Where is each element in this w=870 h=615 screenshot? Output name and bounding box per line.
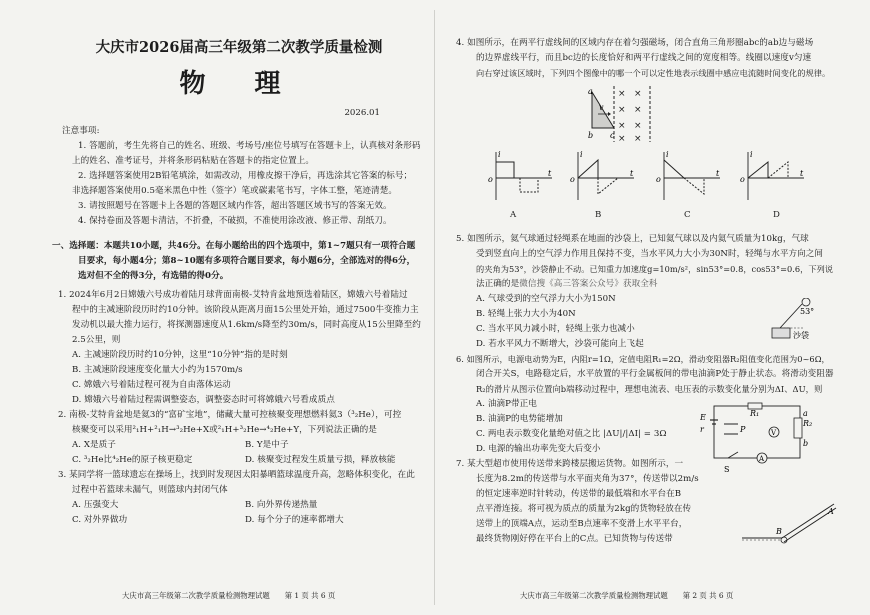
watermark-text: 微信搜《高三答案公众号》获取全科 — [519, 279, 658, 289]
exam-date: 2026.01 — [344, 108, 380, 118]
q3-option-c: C. 对外界做功 — [72, 515, 128, 525]
ammeter-label: A — [759, 455, 765, 463]
q3-stem: 3. 某同学将一篮球遗忘在操场上，找到时发现因太阳暴晒篮球温度升高，忽略体积变化，在此 — [58, 470, 415, 480]
page-1 — [0, 0, 432, 615]
q7-stem: 点平滑连接。将可视为质点的质量为2kg的货物轻放在传 — [476, 504, 692, 514]
q2-option-b: B. Y是中子 — [245, 440, 289, 450]
q5-option-c: C. 当水平风力减小时，轻绳上张力也减小 — [476, 324, 635, 334]
switch-label: S — [724, 465, 730, 474]
q1-option-c: C. 嫦娥六号着陆过程可视为自由落体运动 — [72, 380, 231, 390]
page-footer: 大庆市高三年级第二次教学质量检测物理试题 第 1 页 共 6 页 — [122, 591, 336, 600]
note-line: 2. 选择题答案使用2B铅笔填涂，如需改动，用橡皮擦干净后，再选涂其它答案的标号； — [78, 171, 413, 181]
q4-stem: 4. 如图所示，在两平行虚线间的区域内存在着匀强磁场，闭合直角三角形圈abc的ab边与磁场 — [456, 38, 814, 48]
q2-option-d: D. 核聚变过程发生质量亏损，释放核能 — [245, 455, 396, 465]
axis-t: t — [548, 169, 552, 178]
q2-stem: 2. 南极-艾特肯盆地是氦3的“富矿宝地”，储藏大量可控核聚变理想燃料氦3（³₂He），可控 — [58, 410, 402, 420]
page-divider — [434, 10, 435, 605]
q5-balloon-figure — [760, 298, 830, 340]
axis-o: o — [488, 175, 493, 184]
q7-stem: 送带上的顶端A点，运动至B点速率不变滑上水平平台， — [476, 519, 688, 529]
svg-text:×: × — [618, 105, 626, 115]
axis-t: t — [800, 169, 804, 178]
label-r1: R₁ — [750, 409, 760, 418]
angle-label: 53° — [800, 307, 815, 316]
q4-graph-a — [486, 148, 556, 204]
q4-option-a: A — [510, 210, 517, 220]
svg-text:×: × — [618, 121, 626, 131]
q5-option-a: A. 气球受到的空气浮力大小为150N — [476, 294, 616, 304]
q5-stem: 的夹角为53°，沙袋静止不动。已知重力加速度g=10m/s²，sin53°=0.8，cos53°=0.6，下列说 — [476, 264, 834, 274]
svg-text:×: × — [634, 89, 642, 99]
section-line: 选对但不全的得3分，有选错的得0分。 — [78, 271, 229, 281]
sandbag-label: 沙袋 — [793, 331, 809, 340]
q6-stem: 闭合开关S，电路稳定后，水平放置的平行金属板间的带电油滴P处于静止状态。将滑动变阻器 — [476, 369, 834, 379]
q5-stem: 法正确的是 — [476, 279, 520, 289]
q1-stem: 程中的主减速阶段历时约10分钟。该阶段从距离月面15公里处开始，通过7500牛变推力主 — [72, 305, 419, 315]
q1-option-b: B. 主减速阶段速度变化量大小约为1570m/s — [72, 365, 243, 375]
axis-o: o — [570, 175, 575, 184]
q7-stem: 最终货物刚好停在平台上的C点。已知货物与传送带 — [476, 534, 673, 544]
section-heading: 一、选择题：本题共10小题，共46分。在每小题给出的四个选项中，第1~7题只有一项符合题 — [52, 241, 416, 251]
q4-graph-d — [738, 148, 808, 204]
label-r: r — [700, 425, 704, 434]
svg-text:×: × — [618, 89, 626, 99]
q4-option-b: B — [595, 210, 602, 220]
q6-stem: R₂的滑片从图示位置向b端移动过程中，理想电流表、电压表的示数变化量分别为ΔI、ΔU，则 — [476, 384, 823, 394]
note-line: 4. 保持卷面及答题卡清洁，不折叠，不破损，不准使用涂改液、修正带、刮纸刀。 — [78, 216, 392, 226]
notes-title: 注意事项: — [62, 126, 100, 136]
label-v: v — [599, 103, 604, 112]
label-b-point: B — [776, 527, 782, 536]
svg-text:×: × — [634, 134, 642, 144]
axis-i: i — [750, 150, 753, 159]
q4-graph-b — [568, 148, 638, 204]
q3-option-d: D. 每个分子的速率都增大 — [245, 515, 344, 525]
q4-option-d: D — [773, 210, 780, 220]
q5-option-b: B. 轻绳上张力大小为40N — [476, 309, 576, 319]
axis-o: o — [656, 175, 661, 184]
svg-text:×: × — [634, 105, 642, 115]
label-a-point: A — [828, 507, 834, 516]
note-line: 上的姓名、准考证号，并将条形码粘贴在答题卡的指定位置上。 — [72, 156, 315, 166]
q7-stem: 长度为8.2m的传送带与水平面夹角为37°，传送带以2m/s — [476, 474, 699, 484]
q1-stem: 2.5公里，则 — [72, 335, 121, 345]
q2-stem: 核聚变可以采用²₁H+²₁H→³₂He+X或²₁H+³₂He→⁴₂He+Y，下列说法正确的是 — [72, 425, 377, 435]
note-line: 3. 请按照题号在答题卡上各题的答题区域内作答，超出答题区域书写的答案无效。 — [78, 201, 392, 211]
q1-option-a: A. 主减速阶段历时约10分钟，这里“10分钟”指的是时刻 — [72, 350, 288, 360]
q6-option-c: C. 两电表示数变化量绝对值之比 |ΔU|/|ΔI| = 3Ω — [476, 429, 667, 439]
q3-option-a: A. 压强变大 — [72, 500, 119, 510]
q7-stem: 7. 某大型超市使用传送带来跨楼层搬运货物。如图所示，一 — [456, 459, 684, 469]
q4-option-c: C — [684, 210, 691, 220]
label-b-end: b — [803, 439, 809, 448]
q1-stem: 1. 2024年6月2日嫦娥六号成功着陆月球背面南极-艾特肯盆地预选着陆区，嫦娥六号着陆过 — [58, 290, 408, 300]
q4-stem: 的边界虚线平行，而且bc边的长度恰好和两平行虚线之间的宽度相等。线圈以速度v匀速 — [476, 53, 812, 63]
axis-o: o — [740, 175, 745, 184]
label-r2: R₂ — [803, 419, 812, 428]
q4-stem: 向右穿过该区域时，下列四个图像中的哪一个可以定性地表示线圈中感应电流随时间变化的规律。 — [476, 68, 831, 78]
label-b: b — [588, 131, 594, 140]
q7-stem: 的恒定速率逆时针转动，传送带的最低端和水平台在B — [476, 489, 682, 499]
q2-option-a: A. X是质子 — [72, 440, 116, 450]
page-2 — [438, 0, 870, 615]
label-a: a — [588, 87, 593, 96]
exam-title: 大庆市2026届高三年级第二次教学质量检测 — [95, 39, 383, 56]
page-footer: 大庆市高三年级第二次教学质量检测物理试题 第 2 页 共 6 页 — [520, 591, 734, 600]
q5-stem: 受到竖直向上的空气浮力作用且保持不变，当水平风力大小为30N时，轻绳与水平方向之间 — [476, 249, 824, 259]
q3-option-b: B. 向外界传递热量 — [245, 500, 318, 510]
section-line: 目要求，每小题4分；第8~10题有多项符合题目要求，每小题6分，全部选对的得6分， — [78, 256, 416, 266]
q3-stem: 过程中若篮球未漏气，则篮球内封闭气体 — [72, 485, 228, 495]
q2-option-c: C. ³₂He比⁴₂He的原子核更稳定 — [72, 455, 193, 465]
axis-t: t — [630, 169, 634, 178]
voltmeter-label: V — [771, 429, 777, 437]
q5-option-d: D. 若水平风力不断增大，沙袋可能向上飞起 — [476, 339, 644, 349]
q7-conveyor-figure — [742, 500, 842, 544]
axis-i: i — [580, 150, 583, 159]
q1-stem: 发动机以最大推力运行，将探测器速度从1.6km/s降至约30m/s，同时高度从15公里降至约 — [72, 320, 421, 330]
axis-t: t — [716, 169, 720, 178]
q5-stem: 5. 如图所示，氦气球通过轻绳系在地面的沙袋上，已知氦气球以及内氦气质量为10kg，气球 — [456, 234, 809, 244]
q6-stem: 6. 如图所示，电源电动势为E，内阻r=1Ω，定值电阻R₁=2Ω，滑动变阻器R₂阻值变化范围为0~6Ω， — [456, 354, 830, 364]
q6-option-d: D. 电源的输出功率先变大后变小 — [476, 444, 601, 454]
q4-graph-c — [654, 148, 724, 204]
note-line: 非选择题答案使用0.5毫米黑色中性（签字）笔或碳素笔书写，字体工整，笔迹清楚。 — [72, 186, 397, 196]
q1-option-d: D. 嫦娥六号着陆过程需调整姿态，调整姿态时可将嫦娥六号看成质点 — [72, 395, 335, 405]
svg-text:×: × — [618, 134, 626, 144]
q6-option-b: B. 油滴P的电势能增加 — [476, 414, 563, 424]
note-line: 1. 答题前，考生先将自己的姓名、班级、考场号/座位号填写在答题卡上，认真核对条形码 — [78, 141, 421, 151]
label-p: P — [740, 425, 746, 434]
q6-option-a: A. 油滴P带正电 — [476, 399, 537, 409]
label-e: E — [700, 413, 706, 422]
q6-circuit-figure — [700, 400, 812, 478]
label-c: c — [610, 131, 615, 140]
subject-title: 物 理 — [179, 69, 301, 99]
svg-text:×: × — [634, 121, 642, 131]
axis-i: i — [666, 150, 669, 159]
q4-triangle-figure — [588, 84, 678, 144]
axis-i: i — [498, 150, 501, 159]
label-a-end: a — [803, 409, 808, 418]
